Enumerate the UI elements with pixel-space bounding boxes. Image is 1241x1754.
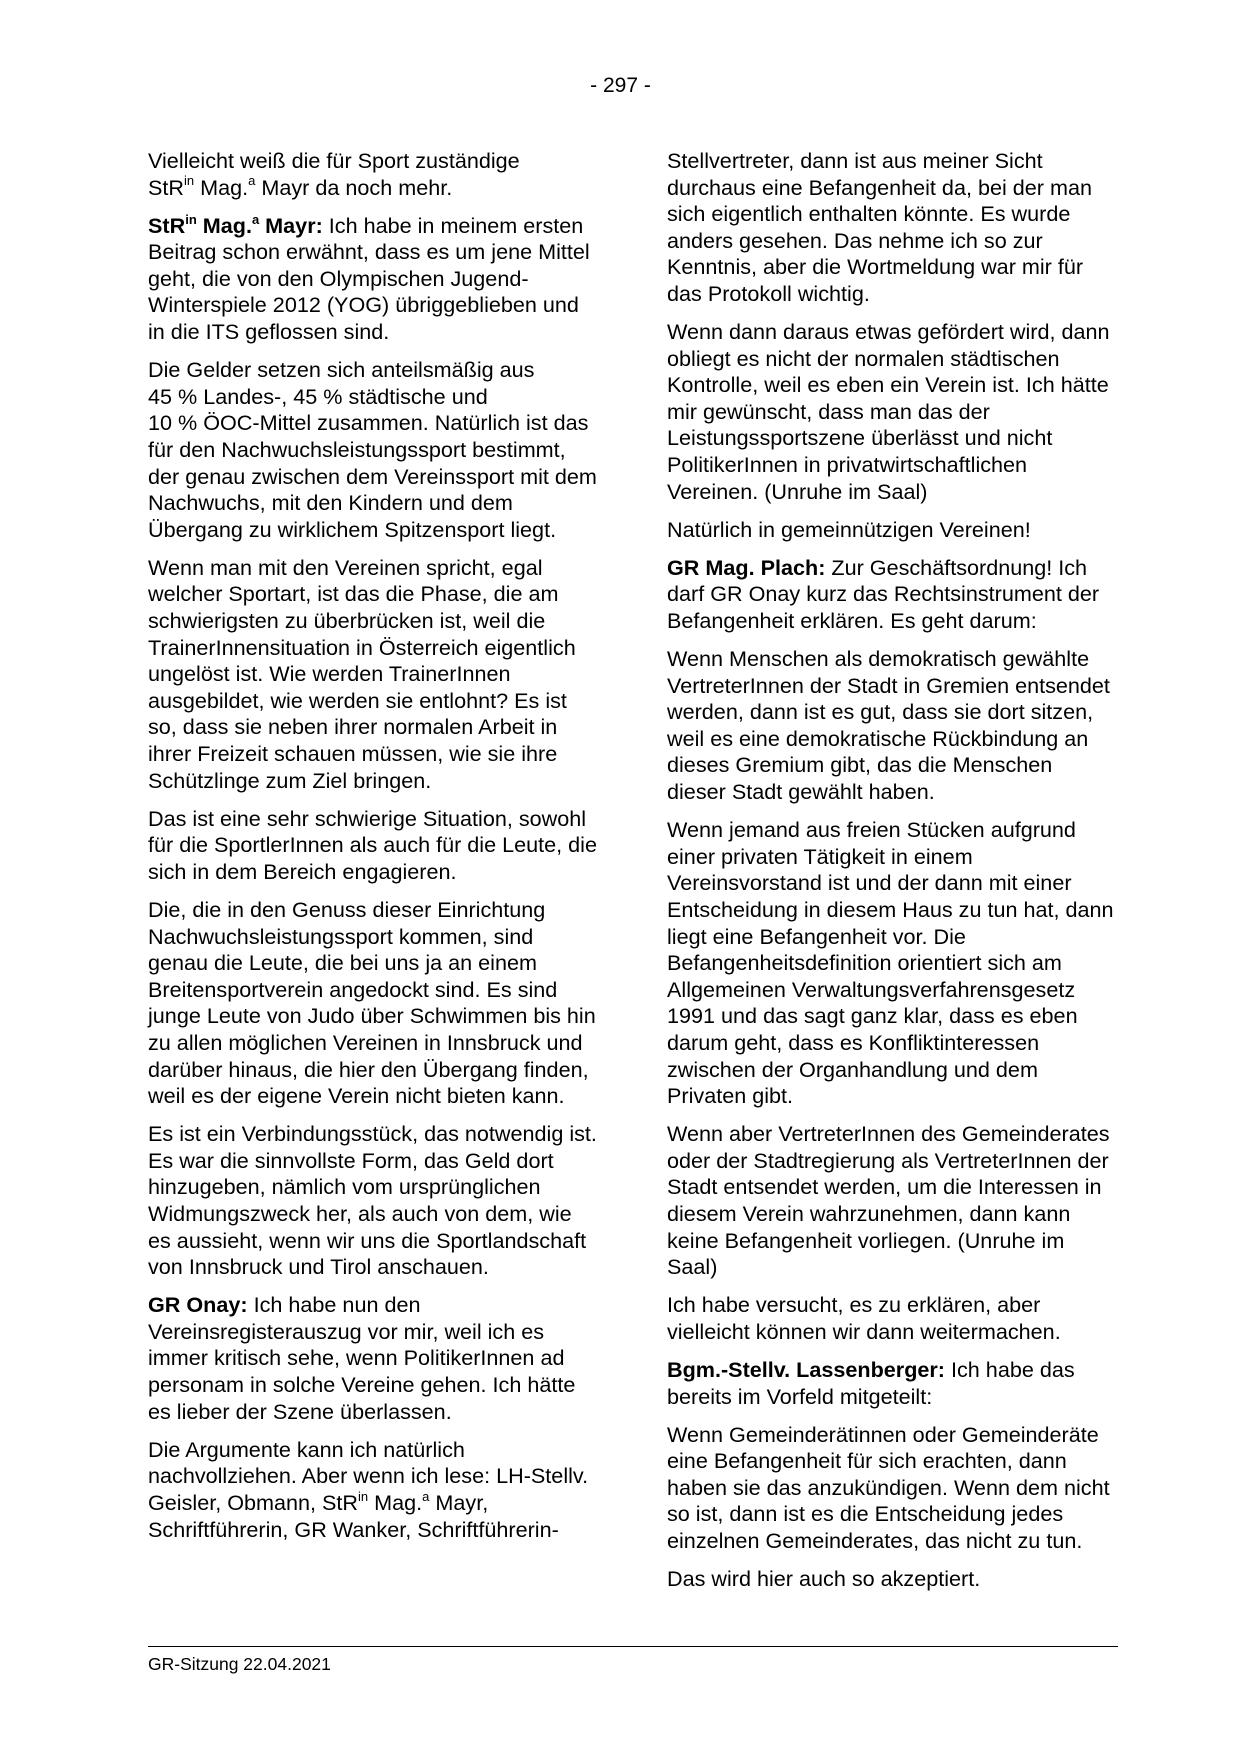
paragraph: Vielleicht weiß die für Sport zuständige StR$^{in}$ Mag.$^a$ Mayr da noch mehr.	[148, 148, 520, 200]
speaker-name: Bgm.-Stellv. Lassenberger:	[667, 1356, 945, 1382]
speaker-name: GR Onay:	[148, 1292, 248, 1318]
left-column	[148, 148, 598, 1555]
paragraph: Ich habe versucht, es zu erklären, aber vielleicht können wir dann weitermachen.	[667, 1292, 1061, 1344]
speaker-name: GR Mag. Plach:	[667, 554, 826, 580]
paragraph: Wenn jemand aus freien Stücken aufgrund einer privaten Tätigkeit in einem Vereinsvorstand ist und der dann mit einer Entscheidung in diesem Haus zu tun hat, dann liegt eine Befangenheit vor. Die Befangenheitsdefinition orientiert sich am Allgemeinen Verwaltungsverfahrensgesetz 1991 und das sagt ganz klar, dass es eben darum geht, dass es Konfliktinteressen zwischen der Organhandlung und dem Privaten gibt.	[667, 817, 1114, 1109]
footer-divider	[148, 1646, 1118, 1647]
paragraph: Die Argumente kann ich natürlich nachvollziehen. Aber wenn ich lese: LH-Stellv. Geisler, Obmann, StR$^{in}$ Mag.$^a$ Mayr, Schriftführerin, GR Wanker, Schriftführerin-	[148, 1436, 589, 1542]
paragraph: Es ist ein Verbindungsstück, das notwendig ist. Es war die sinnvollste Form, das Geld dort hinzugeben, nämlich vom ursprünglichen Widmungszweck her, als auch von dem, wie es aussieht, wenn wir uns die Sportlandschaft von Innsbruck und Tirol anschauen.	[148, 1121, 597, 1280]
paragraph: Wenn Menschen als demokratisch gewählte VertreterInnen der Stadt in Gremien entsendet werden, dann ist es gut, dass sie dort sitzen, weil es eine demokratische Rückbindung an dieses Gremium gibt, das die Menschen dieser Stadt gewählt haben.	[667, 646, 1110, 805]
paragraph-speaker-mayr: StR$^{in}$ Mag.$^a$ Mayr: Ich habe in meinem ersten Beitrag schon erwähnt, dass es um jene Mittel geht, die von den Olympischen Jugend-Winterspiele 2012 (YOG) übriggeblieben und in die ITS geflossen sind.	[148, 211, 590, 345]
paragraph: Wenn man mit den Vereinen spricht, egal welcher Sportart, ist das die Phase, die am schwierigsten zu überbrücken ist, weil die TrainerInnensituation in Österreich eigentlich ungelöst ist. Wie werden TrainerInnen ausgebildet, wie werden sie entlohnt? Es ist so, dass sie neben ihrer normalen Arbeit in ihrer Freizeit schauen müssen, wie sie ihre Schützlinge zum Ziel bringen.	[148, 554, 576, 793]
paragraph: Wenn dann daraus etwas gefördert wird, dann obliegt es nicht der normalen städtischen Kontrolle, weil es eben ein Verein ist. Ich hätte mir gewünscht, dass man das der Leistungssportszene überlässt und nicht PolitikerInnen in privatwirtschaftlichen Vereinen. (Unruhe im Saal)	[667, 319, 1110, 504]
paragraph: Das wird hier auch so akzeptiert.	[667, 1566, 981, 1592]
paragraph: Wenn aber VertreterInnen des Gemeinderates oder der Stadtregierung als VertreterInnen der Stadt entsendet werden, um die Interessen in diesem Verein wahrzunehmen, dann kann keine Befangenheit vorliegen. (Unruhe im Saal)	[667, 1121, 1110, 1280]
paragraph: Natürlich in gemeinnützigen Vereinen!	[667, 516, 1031, 542]
paragraph: Die Gelder setzen sich anteilsmäßig aus 45 % Landes-, 45 % städtische und 10 % ÖOC-Mittel zusammen. Natürlich ist das für den Nachwuchsleistungssport bestimmt, der genau zwischen dem Vereinssport mit dem Nachwuchs, mit den Kindern und dem Übergang zu wirklichem Spitzensport liegt.	[148, 357, 597, 542]
right-column	[667, 148, 1117, 1604]
speaker-name: StR$^{in}$ Mag.$^a$ Mayr:	[148, 211, 323, 238]
paragraph-speaker-onay: GR Onay: Ich habe nun den Vereinsregisterauszug vor mir, weil ich es immer kritisch sehe, wenn PolitikerInnen ad personam in solche Vereine gehen. Ich hätte es lieber der Szene überlassen.	[148, 1292, 576, 1424]
paragraph-speaker-lassenberger: Bgm.-Stellv. Lassenberger: Ich habe das bereits im Vorfeld mitgeteilt:	[667, 1356, 1075, 1409]
paragraph: Das ist eine sehr schwierige Situation, sowohl für die SportlerInnen als auch für die Leute, die sich in dem Bereich engagieren.	[148, 805, 597, 884]
page-number: - 297 -	[590, 74, 651, 97]
paragraph: Die, die in den Genuss dieser Einrichtung Nachwuchsleistungssport kommen, sind genau die Leute, die bei uns ja an einem Breitensportverein angedockt sind. Es sind junge Leute von Judo über Schwimmen bis hin zu allen möglichen Vereinen in Innsbruck und darüber hinaus, die hier den Übergang finden, weil es der eigene Verein nicht bieten kann.	[148, 896, 596, 1109]
footer-session-date: GR-Sitzung 22.04.2021	[148, 1654, 331, 1674]
paragraph: Stellvertreter, dann ist aus meiner Sicht durchaus eine Befangenheit da, bei der man sich eigentlich enthalten könnte. Es wurde anders gesehen. Das nehme ich so zur Kenntnis, aber die Wortmeldung war mir für das Protokoll wichtig.	[667, 148, 1092, 306]
paragraph-speaker-plach: GR Mag. Plach: Zur Geschäftsordnung! Ich darf GR Onay kurz das Rechtsinstrument der Befangenheit erklären. Es geht darum:	[667, 554, 1100, 633]
paragraph: Wenn Gemeinderätinnen oder Gemeinderäte eine Befangenheit für sich erachten, dann haben sie das anzukündigen. Wenn dem nicht so ist, dann ist es die Entscheidung jedes einzelnen Gemeinderates, das nicht zu tun.	[667, 1421, 1110, 1553]
